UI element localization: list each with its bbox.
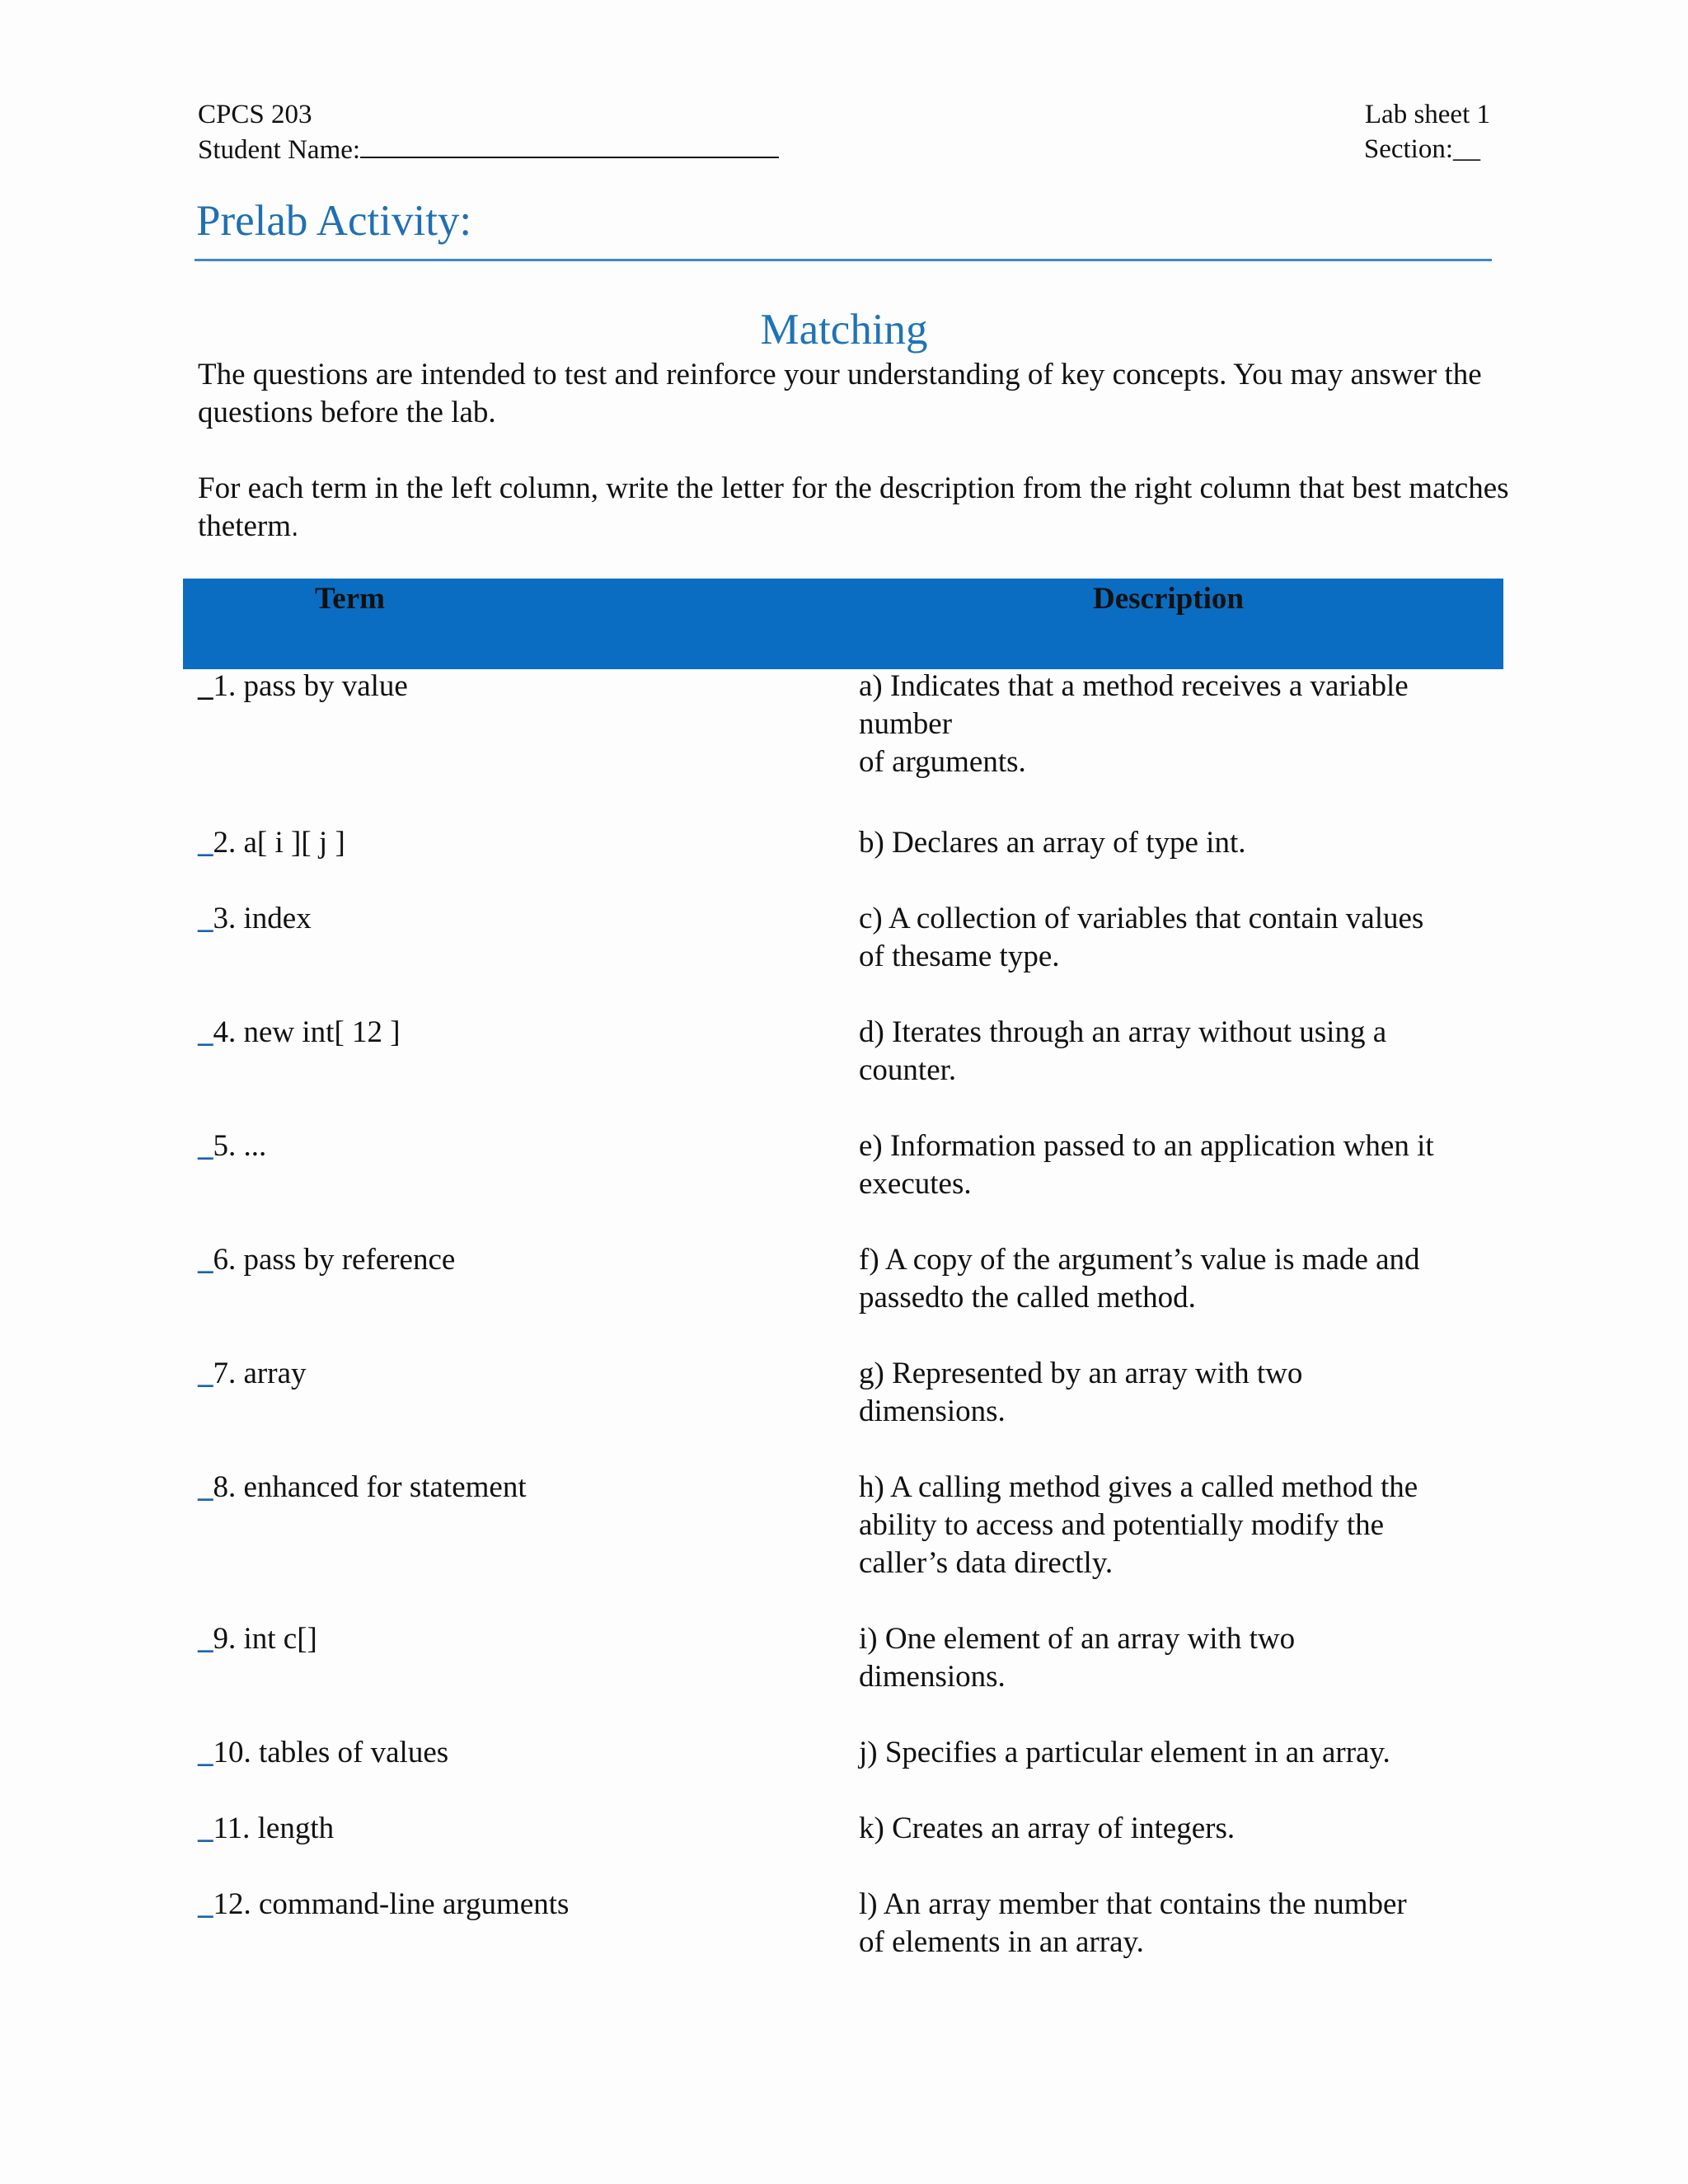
instruction-period: . xyxy=(291,513,299,542)
description-line: j) Specifies a particular element in an array. xyxy=(859,1736,1390,1769)
answer-blank[interactable]: _ xyxy=(198,1811,213,1845)
section-blank[interactable]: __ xyxy=(1453,134,1480,164)
description-cell xyxy=(859,1014,1510,1090)
term-cell xyxy=(198,1355,307,1393)
description-line: e) Information passed to an application when it xyxy=(859,1129,1434,1163)
title-divider xyxy=(195,259,1492,261)
term-cell xyxy=(198,1886,569,1924)
description-cell xyxy=(859,1355,1510,1431)
description-line: d) Iterates through an array without using a xyxy=(859,1015,1387,1049)
term-label: 4. new int[ 12 ] xyxy=(213,1015,401,1049)
answer-blank[interactable]: _ xyxy=(198,1736,213,1769)
term-label: 11. length xyxy=(213,1811,335,1845)
description-cell xyxy=(859,900,1510,976)
description-line: i) One element of an array with two xyxy=(859,1622,1296,1656)
description-line: passedto the called method. xyxy=(859,1281,1196,1315)
description-cell xyxy=(859,668,1510,781)
header-right xyxy=(1364,97,1490,166)
term-cell xyxy=(198,1014,401,1052)
term-label: 12. command-line arguments xyxy=(213,1887,570,1921)
description-line: ability to access and potentially modify the xyxy=(859,1508,1385,1542)
description-cell xyxy=(859,1127,1510,1203)
student-name-blank[interactable] xyxy=(360,132,779,158)
description-line: number xyxy=(859,707,953,741)
term-label: 1. pass by value xyxy=(213,669,408,703)
term-cell xyxy=(198,668,408,705)
description-line: g) Represented by an array with two xyxy=(859,1357,1303,1390)
term-cell xyxy=(198,900,312,938)
term-cell xyxy=(198,1620,317,1658)
description-line: c) A collection of variables that contain values xyxy=(859,902,1424,935)
answer-blank[interactable]: _ xyxy=(198,1243,213,1277)
student-name-label: Student Name: xyxy=(198,135,361,165)
term-label: 9. int c[] xyxy=(213,1622,317,1656)
description-line: a) Indicates that a method receives a variable xyxy=(859,669,1409,703)
course-code: CPCS 203 xyxy=(198,100,312,129)
term-cell xyxy=(198,1127,266,1165)
answer-blank[interactable]: _ xyxy=(198,826,213,860)
answer-blank[interactable]: _ xyxy=(198,1357,213,1390)
description-cell xyxy=(859,1810,1510,1848)
answer-blank[interactable]: _ xyxy=(198,1622,213,1656)
description-line: b) Declares an array of type int. xyxy=(859,826,1246,860)
student-name-line xyxy=(198,132,779,167)
description-line: of thesame type. xyxy=(859,940,1060,973)
description-line: f) A copy of the argument’s value is made and xyxy=(859,1243,1420,1277)
term-cell xyxy=(198,824,345,862)
term-label: 6. pass by reference xyxy=(213,1243,456,1277)
term-label: 10. tables of values xyxy=(213,1736,449,1769)
intro-paragraph: The questions are intended to test and reinforce your understanding of key concepts. You may answer the questions before the lab. xyxy=(198,358,1482,429)
description-line: l) An array member that contains the number xyxy=(859,1887,1407,1921)
description-cell xyxy=(859,1620,1510,1696)
description-line: dimensions. xyxy=(859,1394,1006,1428)
section-label: Section: xyxy=(1363,134,1453,164)
term-label: 2. a[ i ][ j ] xyxy=(213,826,345,860)
answer-blank[interactable]: _ xyxy=(198,1129,213,1163)
section-line xyxy=(1364,132,1480,166)
description-line: caller’s data directly. xyxy=(859,1546,1114,1580)
description-cell xyxy=(859,1241,1510,1317)
description-cell xyxy=(859,1734,1510,1772)
answer-blank[interactable]: _ xyxy=(198,1887,213,1921)
answer-blank[interactable]: _ xyxy=(198,1470,213,1504)
lab-sheet-label: Lab sheet 1 xyxy=(1364,100,1490,129)
instruction-text: For each term in the left column, write the letter for the description from the right column that best matches theterm xyxy=(198,471,1509,543)
instruction-paragraph xyxy=(198,470,1517,547)
term-column-header: Term xyxy=(315,582,385,616)
description-line: k) Creates an array of integers. xyxy=(859,1811,1236,1845)
description-cell xyxy=(859,1469,1510,1582)
term-cell xyxy=(198,1241,455,1279)
term-cell xyxy=(198,1469,527,1507)
answer-blank[interactable]: _ xyxy=(198,1015,213,1049)
term-cell xyxy=(198,1810,334,1848)
description-line: counter. xyxy=(859,1053,957,1087)
table-header xyxy=(183,579,1503,669)
section-title: Matching xyxy=(760,306,928,354)
description-cell xyxy=(859,1886,1510,1961)
term-label: 5. ... xyxy=(213,1129,267,1163)
term-cell xyxy=(198,1734,448,1772)
description-line: h) A calling method gives a called method the xyxy=(859,1470,1418,1504)
term-label: 7. array xyxy=(213,1357,307,1390)
answer-blank[interactable]: _ xyxy=(198,902,213,935)
header-left xyxy=(198,97,779,167)
prelab-title: Prelab Activity: xyxy=(196,197,472,245)
description-line: of elements in an array. xyxy=(859,1925,1144,1959)
description-line: of arguments. xyxy=(859,745,1026,779)
description-cell xyxy=(859,824,1510,862)
answer-blank[interactable]: _ xyxy=(198,669,213,703)
description-column-header: Description xyxy=(1093,582,1244,616)
term-label: 8. enhanced for statement xyxy=(213,1470,527,1504)
description-line: executes. xyxy=(859,1167,972,1201)
term-label: 3. index xyxy=(213,902,312,935)
description-line: dimensions. xyxy=(859,1660,1006,1694)
